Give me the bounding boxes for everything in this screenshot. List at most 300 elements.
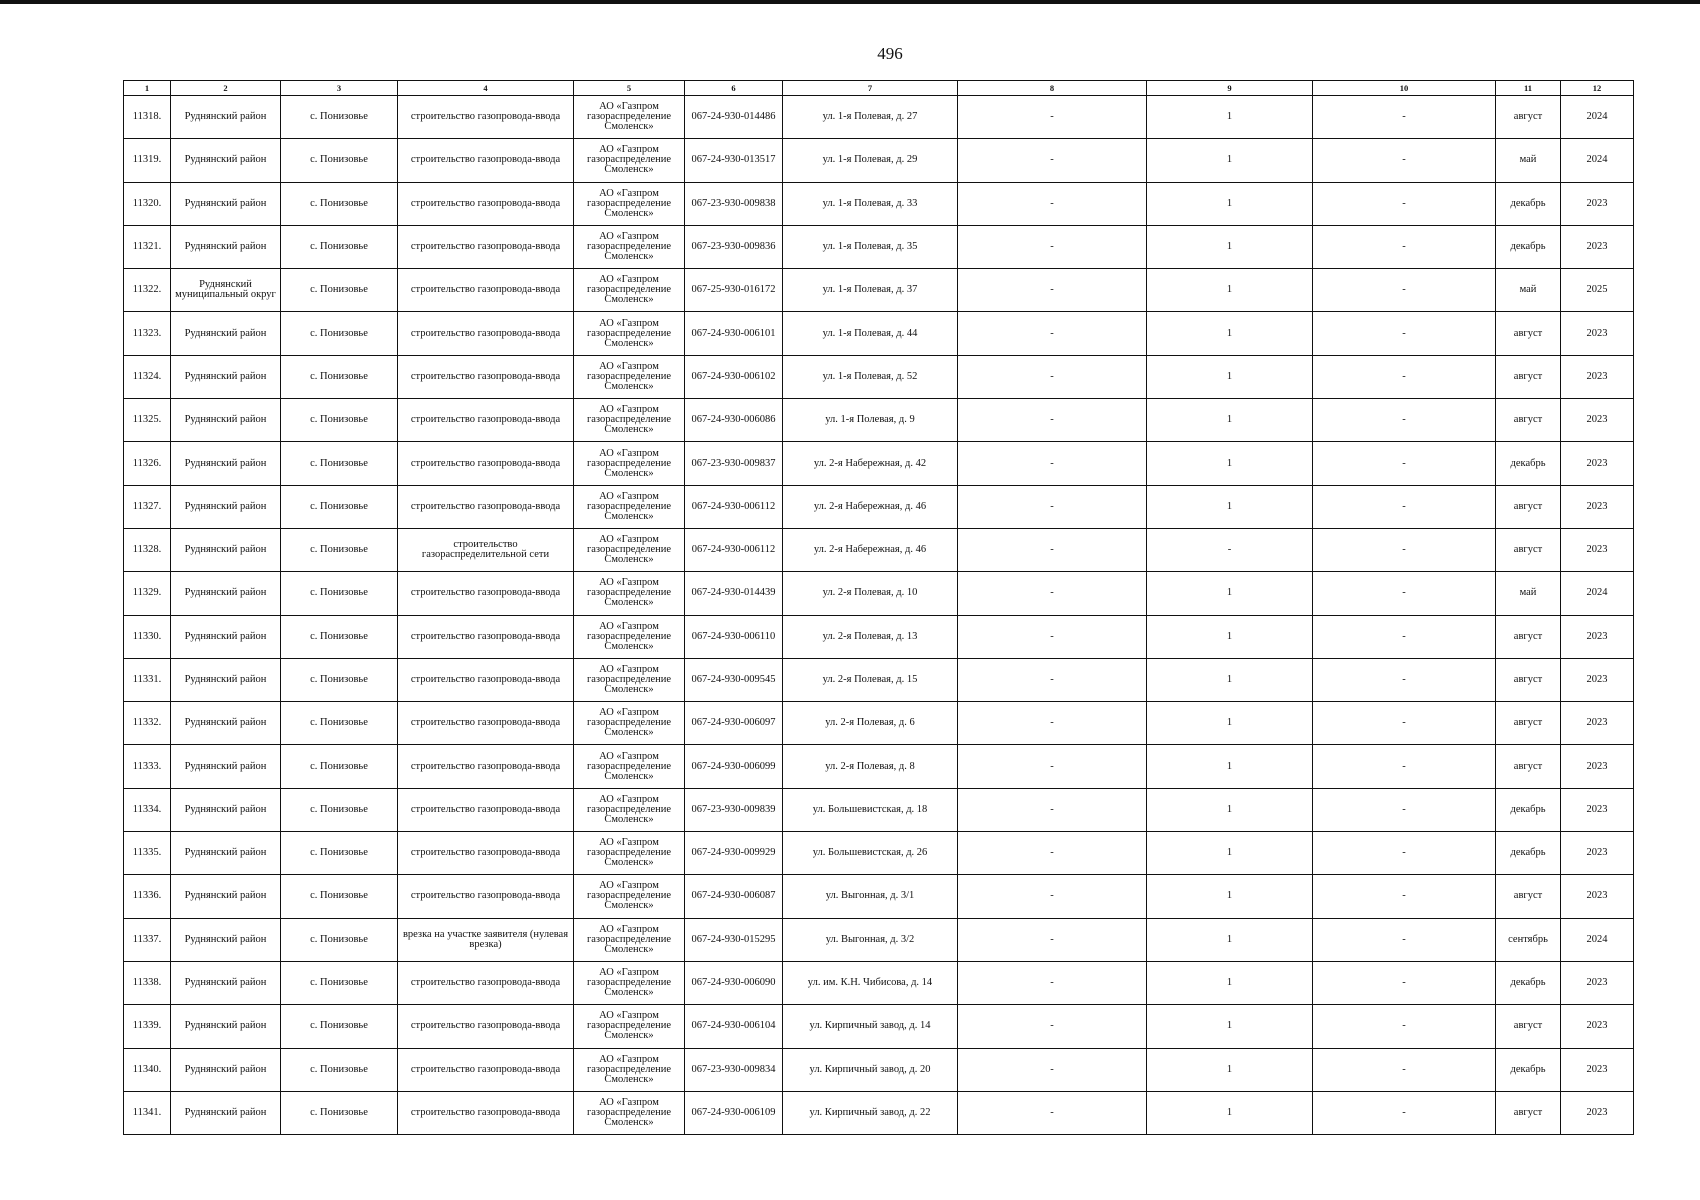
column-10-cell: - [1313, 658, 1496, 701]
table-row [124, 225, 1634, 268]
month-cell: декабрь [1496, 182, 1561, 225]
column-9-cell: 1 [1147, 658, 1313, 701]
district-cell: Руднянский район [171, 182, 281, 225]
work-type-cell: строительство газопровода-ввода [398, 1048, 574, 1091]
column-header: 12 [1561, 81, 1634, 96]
column-8-cell: - [958, 788, 1147, 831]
row-number-cell: 11337. [124, 918, 171, 961]
organization-cell: АО «Газпром газораспределение Смоленск» [574, 355, 685, 398]
column-9-cell: 1 [1147, 139, 1313, 182]
address-cell: ул. 1-я Полевая, д. 44 [783, 312, 958, 355]
column-8-cell: - [958, 139, 1147, 182]
table-row [124, 528, 1634, 571]
column-header: 2 [171, 81, 281, 96]
year-cell: 2024 [1561, 572, 1634, 615]
column-8-cell: - [958, 615, 1147, 658]
column-8-cell: - [958, 572, 1147, 615]
column-9-cell: 1 [1147, 225, 1313, 268]
address-cell: ул. 2-я Набережная, д. 46 [783, 485, 958, 528]
address-cell: ул. 2-я Полевая, д. 8 [783, 745, 958, 788]
organization-cell: АО «Газпром газораспределение Смоленск» [574, 139, 685, 182]
address-cell: ул. 1-я Полевая, д. 35 [783, 225, 958, 268]
code-cell: 067-24-930-006086 [685, 399, 783, 442]
column-8-cell: - [958, 1091, 1147, 1134]
organization-cell: АО «Газпром газораспределение Смоленск» [574, 961, 685, 1004]
column-header: 9 [1147, 81, 1313, 96]
address-cell: ул. 2-я Полевая, д. 13 [783, 615, 958, 658]
table-row [124, 918, 1634, 961]
row-number-cell: 11331. [124, 658, 171, 701]
table-row [124, 572, 1634, 615]
column-10-cell: - [1313, 225, 1496, 268]
month-cell: август [1496, 615, 1561, 658]
code-cell: 067-24-930-006097 [685, 702, 783, 745]
organization-cell: АО «Газпром газораспределение Смоленск» [574, 399, 685, 442]
address-cell: ул. Выгонная, д. 3/2 [783, 918, 958, 961]
locality-cell: с. Понизовье [281, 702, 398, 745]
year-cell: 2023 [1561, 528, 1634, 571]
work-type-cell: строительство газораспределительной сети [398, 528, 574, 571]
column-9-cell: 1 [1147, 572, 1313, 615]
column-9-cell: 1 [1147, 182, 1313, 225]
district-cell: Руднянский район [171, 832, 281, 875]
code-cell: 067-25-930-016172 [685, 269, 783, 312]
district-cell: Руднянский район [171, 442, 281, 485]
column-10-cell: - [1313, 918, 1496, 961]
table-row [124, 399, 1634, 442]
work-type-cell: строительство газопровода-ввода [398, 139, 574, 182]
row-number-cell: 11322. [124, 269, 171, 312]
locality-cell: с. Понизовье [281, 572, 398, 615]
code-cell: 067-24-930-009545 [685, 658, 783, 701]
column-9-cell: 1 [1147, 875, 1313, 918]
organization-cell: АО «Газпром газораспределение Смоленск» [574, 788, 685, 831]
organization-cell: АО «Газпром газораспределение Смоленск» [574, 1091, 685, 1134]
year-cell: 2023 [1561, 1005, 1634, 1048]
column-9-cell: 1 [1147, 442, 1313, 485]
locality-cell: с. Понизовье [281, 745, 398, 788]
work-type-cell: строительство газопровода-ввода [398, 269, 574, 312]
month-cell: август [1496, 485, 1561, 528]
district-cell: Руднянский район [171, 788, 281, 831]
address-cell: ул. 2-я Полевая, д. 10 [783, 572, 958, 615]
address-cell: ул. Большевистская, д. 18 [783, 788, 958, 831]
year-cell: 2023 [1561, 875, 1634, 918]
row-number-cell: 11325. [124, 399, 171, 442]
year-cell: 2024 [1561, 96, 1634, 139]
column-header: 7 [783, 81, 958, 96]
locality-cell: с. Понизовье [281, 269, 398, 312]
table-row [124, 1091, 1634, 1134]
code-cell: 067-24-930-013517 [685, 139, 783, 182]
locality-cell: с. Понизовье [281, 225, 398, 268]
column-8-cell: - [958, 225, 1147, 268]
year-cell: 2023 [1561, 355, 1634, 398]
row-number-cell: 11328. [124, 528, 171, 571]
table-row [124, 269, 1634, 312]
column-10-cell: - [1313, 788, 1496, 831]
address-cell: ул. Кирпичный завод, д. 20 [783, 1048, 958, 1091]
column-10-cell: - [1313, 485, 1496, 528]
month-cell: август [1496, 658, 1561, 701]
column-10-cell: - [1313, 615, 1496, 658]
column-9-cell: 1 [1147, 485, 1313, 528]
column-header: 1 [124, 81, 171, 96]
row-number-cell: 11332. [124, 702, 171, 745]
organization-cell: АО «Газпром газораспределение Смоленск» [574, 485, 685, 528]
organization-cell: АО «Газпром газораспределение Смоленск» [574, 918, 685, 961]
month-cell: август [1496, 1091, 1561, 1134]
year-cell: 2023 [1561, 225, 1634, 268]
address-cell: ул. им. К.Н. Чибисова, д. 14 [783, 961, 958, 1004]
column-9-cell: 1 [1147, 1005, 1313, 1048]
table-row [124, 139, 1634, 182]
work-type-cell: строительство газопровода-ввода [398, 961, 574, 1004]
column-8-cell: - [958, 832, 1147, 875]
row-number-cell: 11326. [124, 442, 171, 485]
table-row [124, 875, 1634, 918]
year-cell: 2023 [1561, 832, 1634, 875]
work-type-cell: строительство газопровода-ввода [398, 182, 574, 225]
locality-cell: с. Понизовье [281, 312, 398, 355]
column-8-cell: - [958, 312, 1147, 355]
column-10-cell: - [1313, 355, 1496, 398]
organization-cell: АО «Газпром газораспределение Смоленск» [574, 875, 685, 918]
month-cell: декабрь [1496, 442, 1561, 485]
month-cell: декабрь [1496, 788, 1561, 831]
column-10-cell: - [1313, 1005, 1496, 1048]
code-cell: 067-24-930-015295 [685, 918, 783, 961]
column-header: 6 [685, 81, 783, 96]
month-cell: декабрь [1496, 225, 1561, 268]
year-cell: 2023 [1561, 788, 1634, 831]
row-number-cell: 11318. [124, 96, 171, 139]
work-type-cell: строительство газопровода-ввода [398, 355, 574, 398]
organization-cell: АО «Газпром газораспределение Смоленск» [574, 702, 685, 745]
column-9-cell: 1 [1147, 961, 1313, 1004]
column-8-cell: - [958, 702, 1147, 745]
code-cell: 067-24-930-006104 [685, 1005, 783, 1048]
column-header: 3 [281, 81, 398, 96]
work-type-cell: строительство газопровода-ввода [398, 572, 574, 615]
row-number-cell: 11327. [124, 485, 171, 528]
page-number: 496 [877, 44, 903, 63]
district-cell: Руднянский район [171, 615, 281, 658]
district-cell: Руднянский район [171, 745, 281, 788]
column-10-cell: - [1313, 832, 1496, 875]
month-cell: май [1496, 572, 1561, 615]
column-9-cell: 1 [1147, 1048, 1313, 1091]
year-cell: 2023 [1561, 399, 1634, 442]
locality-cell: с. Понизовье [281, 832, 398, 875]
district-cell: Руднянский район [171, 225, 281, 268]
table-row [124, 96, 1634, 139]
row-number-cell: 11336. [124, 875, 171, 918]
month-cell: декабрь [1496, 1048, 1561, 1091]
work-type-cell: строительство газопровода-ввода [398, 702, 574, 745]
month-cell: декабрь [1496, 961, 1561, 1004]
column-8-cell: - [958, 399, 1147, 442]
locality-cell: с. Понизовье [281, 788, 398, 831]
month-cell: август [1496, 745, 1561, 788]
column-8-cell: - [958, 875, 1147, 918]
work-type-cell: строительство газопровода-ввода [398, 875, 574, 918]
month-cell: август [1496, 1005, 1561, 1048]
row-number-cell: 11338. [124, 961, 171, 1004]
year-cell: 2023 [1561, 182, 1634, 225]
column-header: 5 [574, 81, 685, 96]
code-cell: 067-24-930-006112 [685, 528, 783, 571]
locality-cell: с. Понизовье [281, 442, 398, 485]
row-number-cell: 11323. [124, 312, 171, 355]
district-cell: Руднянский район [171, 918, 281, 961]
address-cell: ул. 2-я Набережная, д. 46 [783, 528, 958, 571]
month-cell: май [1496, 269, 1561, 312]
row-number-cell: 11335. [124, 832, 171, 875]
year-cell: 2023 [1561, 745, 1634, 788]
district-cell: Руднянский район [171, 1005, 281, 1048]
organization-cell: АО «Газпром газораспределение Смоленск» [574, 745, 685, 788]
district-cell: Руднянский район [171, 658, 281, 701]
gasification-register-table [123, 80, 1634, 1135]
table-row [124, 182, 1634, 225]
month-cell: август [1496, 312, 1561, 355]
column-10-cell: - [1313, 1091, 1496, 1134]
code-cell: 067-23-930-009838 [685, 182, 783, 225]
locality-cell: с. Понизовье [281, 139, 398, 182]
work-type-cell: строительство газопровода-ввода [398, 615, 574, 658]
column-9-cell: 1 [1147, 788, 1313, 831]
column-9-cell: 1 [1147, 918, 1313, 961]
column-header: 4 [398, 81, 574, 96]
locality-cell: с. Понизовье [281, 1048, 398, 1091]
address-cell: ул. 1-я Полевая, д. 52 [783, 355, 958, 398]
column-10-cell: - [1313, 312, 1496, 355]
address-cell: ул. 2-я Полевая, д. 6 [783, 702, 958, 745]
district-cell: Руднянский район [171, 355, 281, 398]
month-cell: август [1496, 528, 1561, 571]
column-header: 10 [1313, 81, 1496, 96]
district-cell: Руднянский район [171, 1091, 281, 1134]
month-cell: август [1496, 702, 1561, 745]
table-row [124, 788, 1634, 831]
row-number-cell: 11340. [124, 1048, 171, 1091]
table-body [124, 96, 1634, 1135]
column-10-cell: - [1313, 875, 1496, 918]
column-10-cell: - [1313, 702, 1496, 745]
column-9-cell: - [1147, 528, 1313, 571]
address-cell: ул. 1-я Полевая, д. 27 [783, 96, 958, 139]
code-cell: 067-24-930-006101 [685, 312, 783, 355]
code-cell: 067-24-930-006110 [685, 615, 783, 658]
code-cell: 067-24-930-006109 [685, 1091, 783, 1134]
year-cell: 2023 [1561, 442, 1634, 485]
locality-cell: с. Понизовье [281, 1091, 398, 1134]
column-9-cell: 1 [1147, 399, 1313, 442]
row-number-cell: 11329. [124, 572, 171, 615]
column-8-cell: - [958, 485, 1147, 528]
column-8-cell: - [958, 528, 1147, 571]
column-8-cell: - [958, 745, 1147, 788]
address-cell: ул. 1-я Полевая, д. 9 [783, 399, 958, 442]
address-cell: ул. Выгонная, д. 3/1 [783, 875, 958, 918]
year-cell: 2023 [1561, 1091, 1634, 1134]
locality-cell: с. Понизовье [281, 485, 398, 528]
year-cell: 2024 [1561, 139, 1634, 182]
column-number-row [124, 81, 1634, 96]
address-cell: ул. 1-я Полевая, д. 37 [783, 269, 958, 312]
code-cell: 067-23-930-009836 [685, 225, 783, 268]
work-type-cell: строительство газопровода-ввода [398, 485, 574, 528]
work-type-cell: строительство газопровода-ввода [398, 225, 574, 268]
column-8-cell: - [958, 1005, 1147, 1048]
column-10-cell: - [1313, 96, 1496, 139]
year-cell: 2024 [1561, 918, 1634, 961]
locality-cell: с. Понизовье [281, 1005, 398, 1048]
table-row [124, 442, 1634, 485]
district-cell: Руднянский район [171, 139, 281, 182]
column-8-cell: - [958, 1048, 1147, 1091]
organization-cell: АО «Газпром газораспределение Смоленск» [574, 96, 685, 139]
work-type-cell: строительство газопровода-ввода [398, 745, 574, 788]
year-cell: 2023 [1561, 312, 1634, 355]
table-row [124, 961, 1634, 1004]
locality-cell: с. Понизовье [281, 399, 398, 442]
district-cell: Руднянский район [171, 572, 281, 615]
district-cell: Руднянский район [171, 312, 281, 355]
table-row [124, 745, 1634, 788]
code-cell: 067-23-930-009839 [685, 788, 783, 831]
column-8-cell: - [958, 442, 1147, 485]
column-10-cell: - [1313, 139, 1496, 182]
column-9-cell: 1 [1147, 615, 1313, 658]
code-cell: 067-23-930-009837 [685, 442, 783, 485]
work-type-cell: строительство газопровода-ввода [398, 96, 574, 139]
row-number-cell: 11321. [124, 225, 171, 268]
top-border [0, 0, 1700, 4]
month-cell: август [1496, 875, 1561, 918]
row-number-cell: 11339. [124, 1005, 171, 1048]
code-cell: 067-24-930-014439 [685, 572, 783, 615]
district-cell: Руднянский район [171, 702, 281, 745]
table-row [124, 312, 1634, 355]
organization-cell: АО «Газпром газораспределение Смоленск» [574, 528, 685, 571]
organization-cell: АО «Газпром газораспределение Смоленск» [574, 1005, 685, 1048]
locality-cell: с. Понизовье [281, 875, 398, 918]
organization-cell: АО «Газпром газораспределение Смоленск» [574, 615, 685, 658]
column-10-cell: - [1313, 572, 1496, 615]
code-cell: 067-24-930-006087 [685, 875, 783, 918]
table-row [124, 1005, 1634, 1048]
column-8-cell: - [958, 269, 1147, 312]
table-row [124, 485, 1634, 528]
year-cell: 2023 [1561, 961, 1634, 1004]
code-cell: 067-24-930-006112 [685, 485, 783, 528]
code-cell: 067-24-930-014486 [685, 96, 783, 139]
work-type-cell: строительство газопровода-ввода [398, 1005, 574, 1048]
locality-cell: с. Понизовье [281, 182, 398, 225]
organization-cell: АО «Газпром газораспределение Смоленск» [574, 832, 685, 875]
month-cell: август [1496, 399, 1561, 442]
column-8-cell: - [958, 182, 1147, 225]
organization-cell: АО «Газпром газораспределение Смоленск» [574, 312, 685, 355]
locality-cell: с. Понизовье [281, 961, 398, 1004]
work-type-cell: врезка на участке заявителя (нулевая врезка) [398, 918, 574, 961]
column-10-cell: - [1313, 182, 1496, 225]
work-type-cell: строительство газопровода-ввода [398, 442, 574, 485]
work-type-cell: строительство газопровода-ввода [398, 399, 574, 442]
work-type-cell: строительство газопровода-ввода [398, 788, 574, 831]
table-row [124, 1048, 1634, 1091]
year-cell: 2023 [1561, 485, 1634, 528]
organization-cell: АО «Газпром газораспределение Смоленск» [574, 658, 685, 701]
address-cell: ул. 2-я Набережная, д. 42 [783, 442, 958, 485]
work-type-cell: строительство газопровода-ввода [398, 658, 574, 701]
table-row [124, 658, 1634, 701]
year-cell: 2023 [1561, 1048, 1634, 1091]
column-9-cell: 1 [1147, 702, 1313, 745]
column-9-cell: 1 [1147, 355, 1313, 398]
row-number-cell: 11341. [124, 1091, 171, 1134]
address-cell: ул. Большевистская, д. 26 [783, 832, 958, 875]
row-number-cell: 11320. [124, 182, 171, 225]
district-cell: Руднянский район [171, 399, 281, 442]
column-10-cell: - [1313, 961, 1496, 1004]
work-type-cell: строительство газопровода-ввода [398, 1091, 574, 1134]
column-8-cell: - [958, 355, 1147, 398]
column-8-cell: - [958, 918, 1147, 961]
column-9-cell: 1 [1147, 832, 1313, 875]
work-type-cell: строительство газопровода-ввода [398, 832, 574, 875]
column-9-cell: 1 [1147, 1091, 1313, 1134]
organization-cell: АО «Газпром газораспределение Смоленск» [574, 182, 685, 225]
locality-cell: с. Понизовье [281, 615, 398, 658]
organization-cell: АО «Газпром газораспределение Смоленск» [574, 225, 685, 268]
locality-cell: с. Понизовье [281, 355, 398, 398]
table-row [124, 615, 1634, 658]
column-8-cell: - [958, 96, 1147, 139]
organization-cell: АО «Газпром газораспределение Смоленск» [574, 442, 685, 485]
column-10-cell: - [1313, 269, 1496, 312]
address-cell: ул. Кирпичный завод, д. 22 [783, 1091, 958, 1134]
row-number-cell: 11334. [124, 788, 171, 831]
district-cell: Руднянский муниципальный округ [171, 269, 281, 312]
month-cell: август [1496, 355, 1561, 398]
district-cell: Руднянский район [171, 485, 281, 528]
column-9-cell: 1 [1147, 96, 1313, 139]
column-8-cell: - [958, 658, 1147, 701]
row-number-cell: 11319. [124, 139, 171, 182]
year-cell: 2023 [1561, 615, 1634, 658]
address-cell: ул. 2-я Полевая, д. 15 [783, 658, 958, 701]
month-cell: декабрь [1496, 832, 1561, 875]
district-cell: Руднянский район [171, 961, 281, 1004]
column-10-cell: - [1313, 399, 1496, 442]
column-10-cell: - [1313, 528, 1496, 571]
column-9-cell: 1 [1147, 312, 1313, 355]
column-8-cell: - [958, 961, 1147, 1004]
code-cell: 067-24-930-009929 [685, 832, 783, 875]
month-cell: сентябрь [1496, 918, 1561, 961]
column-10-cell: - [1313, 1048, 1496, 1091]
row-number-cell: 11324. [124, 355, 171, 398]
code-cell: 067-24-930-006090 [685, 961, 783, 1004]
column-header: 11 [1496, 81, 1561, 96]
column-9-cell: 1 [1147, 269, 1313, 312]
column-header: 8 [958, 81, 1147, 96]
code-cell: 067-23-930-009834 [685, 1048, 783, 1091]
year-cell: 2023 [1561, 702, 1634, 745]
